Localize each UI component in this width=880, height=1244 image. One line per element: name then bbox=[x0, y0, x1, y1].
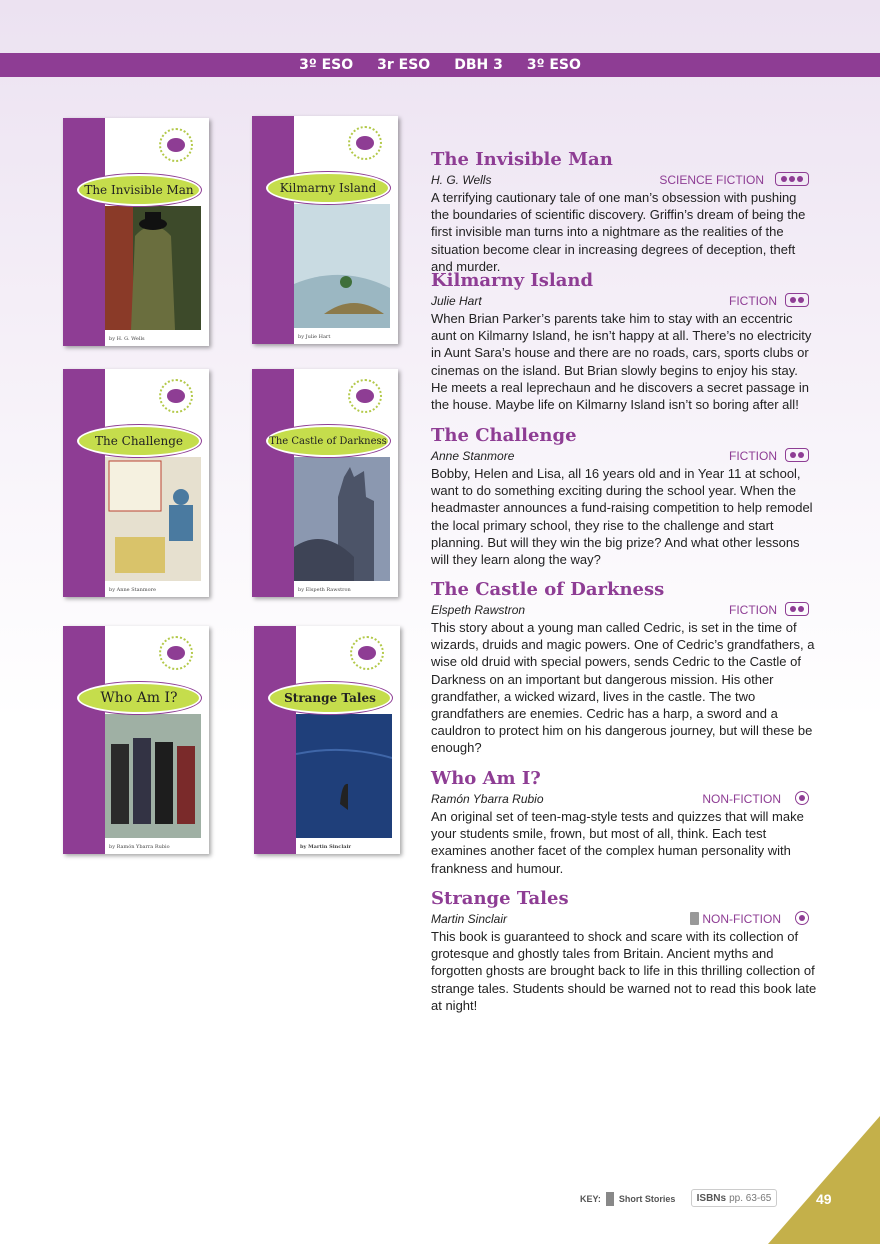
page-number: 49 bbox=[816, 1191, 832, 1207]
short-stories-book-icon bbox=[690, 912, 699, 925]
book-genre: NON-FICTION bbox=[702, 792, 781, 806]
cover-illustration bbox=[296, 714, 392, 838]
book-genre: FICTION bbox=[729, 449, 777, 463]
book-description: A terrifying cautionary tale of one man’s obsession with pushing the boundaries of scientific discovery. Griffin’s dream of being the first invisible man turns into a nightmare as the realities of the situation become clear in increasing degrees of deception, theft and murder. bbox=[431, 190, 806, 274]
book-genre: SCIENCE FICTION bbox=[659, 173, 764, 187]
level-dot-icon bbox=[795, 791, 809, 805]
isbn-label: ISBNs bbox=[696, 1192, 727, 1204]
level-label: 3º ESO bbox=[526, 57, 581, 73]
level-label: DBH 3 bbox=[454, 57, 503, 73]
cover-byline: by Martin Sinclair bbox=[300, 844, 351, 850]
level-dots-icon bbox=[785, 293, 809, 307]
cover-byline: by Anne Stanmore bbox=[109, 587, 156, 593]
book-description: This book is guaranteed to shock and scare with its collection of grotesque and ghostly tales from Britain. Ancient myths and forgotten ghosts are brought back to life in this thrilling collection of strange tales. Students should be warned not to read this book late at night! bbox=[431, 929, 817, 1013]
isbn-reference bbox=[691, 1189, 777, 1207]
level-seal-icon bbox=[159, 379, 193, 413]
level-label: 3r ESO bbox=[377, 57, 431, 73]
book-title: The Castle of Darkness bbox=[431, 579, 665, 600]
book-description: An original set of teen-mag-style tests and quizzes that will make your students smile, frown, but most of all, think. Each test examines another facet of the complex human personality with frankness and humour. bbox=[431, 809, 804, 876]
book-cover-castle-of-darkness bbox=[252, 369, 398, 597]
level-dots-icon bbox=[785, 448, 809, 462]
cover-byline: by Ramón Ybarra Rubio bbox=[109, 844, 170, 850]
book-author: Julie Hart bbox=[431, 294, 482, 308]
book-cover-kilmarny-island bbox=[252, 116, 398, 344]
book-cover-who-am-i bbox=[63, 626, 209, 854]
book-icon bbox=[606, 1192, 614, 1206]
level-seal-icon bbox=[350, 636, 384, 670]
cover-illustration bbox=[105, 457, 201, 581]
book-description: This story about a young man called Cedric, is set in the time of wizards, druids and magic powers. One of Cedric’s grandfathers, a wise old druid with special powers, sends Cedric to the Castle of Darkness on an important but dangerous mission. His other grandfather, a wicked wizard, lives in the castle. The two grandfathers are enemies. Cedric has a harp, a sword and a cauldron to protect him on his dangerous journey, but will these be enough? bbox=[431, 620, 815, 756]
cover-title: Who Am I? bbox=[77, 682, 201, 714]
cover-illustration bbox=[105, 714, 201, 838]
cover-illustration bbox=[105, 206, 201, 330]
key-item-label: Short Stories bbox=[618, 1194, 676, 1204]
cover-byline: by Julie Hart bbox=[298, 334, 331, 340]
level-seal-icon bbox=[159, 636, 193, 670]
book-author: Anne Stanmore bbox=[431, 449, 515, 463]
book-author: Ramón Ybarra Rubio bbox=[431, 792, 544, 806]
book-title: Strange Tales bbox=[431, 888, 569, 909]
cover-title: Strange Tales bbox=[268, 682, 392, 714]
key-label: KEY: bbox=[580, 1194, 601, 1204]
level-dot-icon bbox=[795, 911, 809, 925]
page-corner-triangle bbox=[768, 1116, 880, 1244]
book-genre: FICTION bbox=[729, 603, 777, 617]
level-seal-icon bbox=[348, 126, 382, 160]
cover-byline: by Elspeth Rawstron bbox=[298, 587, 351, 593]
book-title: Kilmarny Island bbox=[431, 270, 594, 291]
book-genre: NON-FICTION bbox=[702, 912, 781, 926]
book-author: Martin Sinclair bbox=[431, 912, 508, 926]
book-cover-the-challenge bbox=[63, 369, 209, 597]
cover-illustration bbox=[294, 204, 390, 328]
book-cover-strange-tales bbox=[254, 626, 400, 854]
book-title: Who Am I? bbox=[431, 768, 541, 789]
book-author: Elspeth Rawstron bbox=[431, 603, 526, 617]
book-title: The Challenge bbox=[431, 425, 577, 446]
book-entry-castle-of-darkness bbox=[431, 579, 817, 757]
footer-key bbox=[580, 1192, 675, 1206]
book-entry-invisible-man bbox=[431, 149, 817, 275]
isbn-pages: pp. 63-65 bbox=[729, 1192, 772, 1204]
book-entry-the-challenge bbox=[431, 425, 817, 568]
cover-illustration bbox=[294, 457, 390, 581]
cover-title: Kilmarny Island bbox=[266, 172, 390, 204]
level-label: 3º ESO bbox=[299, 57, 354, 73]
book-genre: FICTION bbox=[729, 294, 777, 308]
book-entry-kilmarny-island bbox=[431, 270, 817, 413]
book-cover-invisible-man bbox=[63, 118, 209, 346]
book-entry-who-am-i bbox=[431, 768, 817, 877]
book-entry-strange-tales bbox=[431, 888, 817, 1014]
cover-byline: by H. G. Wells bbox=[109, 336, 145, 342]
cover-title: The Castle of Darkness bbox=[266, 425, 390, 457]
level-header-band bbox=[0, 53, 880, 77]
level-dots-icon bbox=[785, 602, 809, 616]
book-author: H. G. Wells bbox=[431, 173, 492, 187]
level-seal-icon bbox=[348, 379, 382, 413]
cover-title: The Challenge bbox=[77, 425, 201, 457]
cover-title: The Invisible Man bbox=[77, 174, 201, 206]
level-dots-icon bbox=[775, 172, 809, 186]
level-seal-icon bbox=[159, 128, 193, 162]
book-description: When Brian Parker’s parents take him to stay with an eccentric aunt on Kilmarny Island, he isn’t happy at all. There’s no electricity in Aunt Sara’s house and there are no roads, cars, sports clubs or cinemas on the island. But Brian slowly begins to enjoy his stay. He meets a real leprechaun and he discovers a secret passage in the house. Maybe life on Kilmarny Island isn’t so boring after all! bbox=[431, 311, 812, 413]
book-description: Bobby, Helen and Lisa, all 16 years old and in Year 11 at school, want to do something exciting during the school year. When the headmaster announces a fund-raising competition to help remodel the local primary school, they rise to the challenge and start planning. But will they win the big prize? And what other lessons will they learn along the way? bbox=[431, 466, 813, 568]
book-title: The Invisible Man bbox=[431, 149, 613, 170]
